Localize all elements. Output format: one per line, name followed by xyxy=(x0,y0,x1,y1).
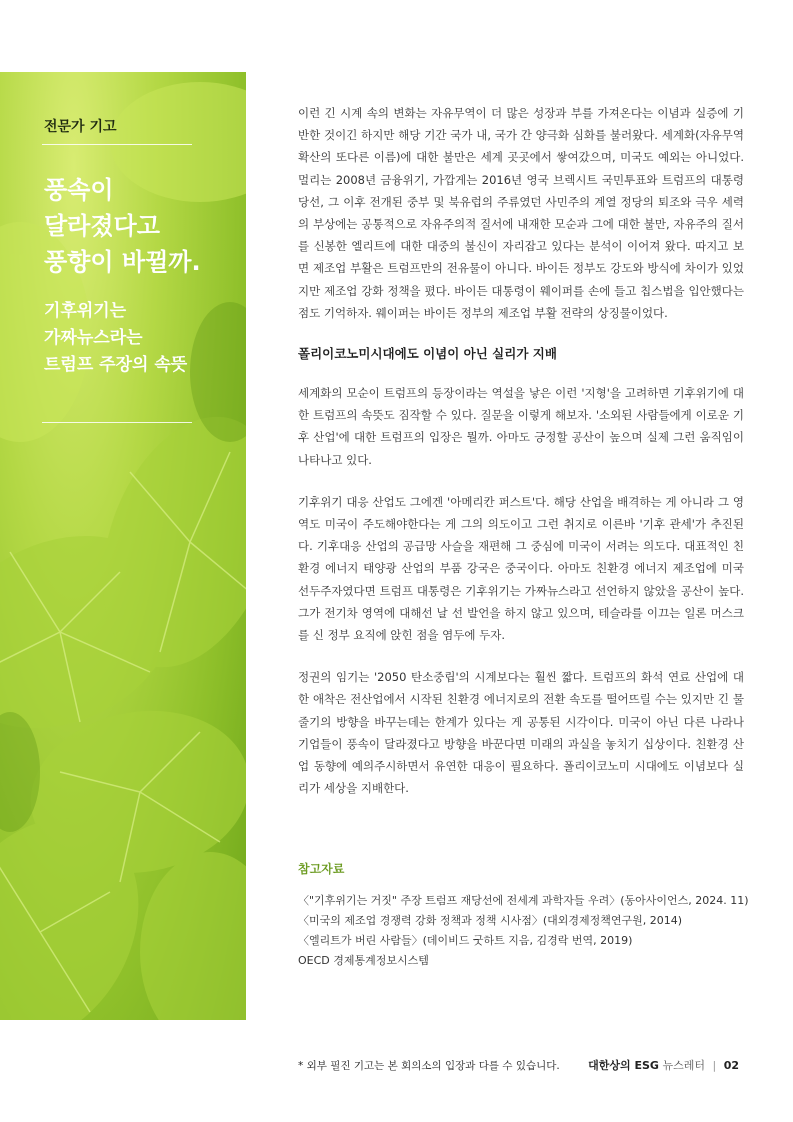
subheadline-divider xyxy=(42,422,192,423)
subheadline-line: 가짜뉴스라는 xyxy=(44,328,143,348)
subheadline xyxy=(44,298,244,379)
kicker-divider xyxy=(42,144,192,145)
brand-name: 대한상의 ESG xyxy=(588,1059,659,1072)
column-kicker: 전문가 기고 xyxy=(44,119,117,135)
reference-item: OECD 경제통계정보시스템 xyxy=(298,954,429,967)
headline-line: 달라졌다고 xyxy=(44,212,160,240)
subheadline-line: 기후위기는 xyxy=(44,301,127,321)
article-paragraph: 이런 긴 시계 속의 변화는 자유무역이 더 많은 성장과 부를 가져온다는 이념과 실증에 기반한 것이긴 하지만 해당 기간 국가 내, 국가 간 양극화 심화를 불러왔다. 세계화(자유무역 확산의 또다른 이름)에 대한 불만은 세계 곳곳에서 쌓여갔으며, 미국도 예외는 아니었다. 멀리는 2008년 금융위기, 가깝게는 2016년 영국 브렉시트 국민투표와 트럼프의 대통령 당선, 그 이후 전개된 중부 및 북유럽의 주류였던 사민주의 계열 정당의 퇴조와 극우 세력의 부상에는 공통적으로 자유주의적 질서에 내재한 모순과 그에 대한 불만, 자유주의 질서를 신봉한 엘리트에 대한 대중의 불신이 자리잡고 있다는 분석이 이어져 왔다. 따지고 보면 제조업 부활은 트럼프만의 전유물이 아니다. 바이든 정부도 강도와 방식에 차이가 있었지만 제조업 강화 정책을 폈다. 바이든 대통령이 웨이퍼를 손에 들고 칩스법을 입안했다는 점도 기억하자. 웨이퍼는 바이든 정부의 제조업 부활 전략의 상징물이었다. xyxy=(298,106,744,320)
references-heading: 참고자료 xyxy=(298,862,345,876)
newsletter-brand xyxy=(588,1057,739,1073)
article-paragraph: 세계화의 모순이 트럼프의 등장이라는 역설을 낳은 이런 '지형'을 고려하면 기후위기에 대한 트럼프의 속뜻도 짐작할 수 있다. 질문을 이렇게 해보자. '소외된 사람들에게 이로운 기후 산업'에 대한 트럼프의 입장은 뭘까. 아마도 긍정할 공산이 높으며 실제 그런 움직임이 나타나고 있다. xyxy=(298,386,744,467)
reference-item: 〈"기후위기는 거짓" 주장 트럼프 재당선에 전세계 과학자들 우려〉(동아사이언스, 2024. 11) xyxy=(298,894,749,907)
headline xyxy=(44,172,244,280)
brand-separator: | xyxy=(712,1059,717,1072)
brand-label: 뉴스레터 xyxy=(662,1059,705,1072)
subheadline-line: 트럼프 주장의 속뜻 xyxy=(44,355,188,375)
reference-item: 〈엘리트가 버린 사람들〉(데이비드 굿하트 지음, 김경락 번역, 2019) xyxy=(298,934,633,947)
section-heading: 폴리이코노미시대에도 이념이 아닌 실리가 지배 xyxy=(298,346,557,362)
headline-line: 풍향이 바뀔까. xyxy=(44,248,201,276)
headline-line: 풍속이 xyxy=(44,176,114,204)
article-body xyxy=(298,102,744,819)
references-section xyxy=(298,860,758,971)
article-paragraph: 기후위기 대응 산업도 그에겐 '아메리칸 퍼스트'다. 해당 산업을 배격하는 게 아니라 그 영역도 미국이 주도해야한다는 게 그의 의도이고 그런 취지로 이른바 '기후 관세'가 추진된다. 기후대응 산업의 공급망 사슬을 재편해 그 중심에 미국이 서려는 의도다. 대표적인 친환경 에너지 태양광 산업의 부품 강국은 중국이다. 아마도 친환경 에너지 제조업에 미국 선두주자였다면 트럼프 대통령은 기후위기는 가짜뉴스라고 선언하지 않았을 공산이 높다. 그가 전기차 영역에 대해선 날 선 발언을 하지 않고 있으며, 테슬라를 이끄는 일론 머스크를 신 정부 요직에 앉힌 점을 염두에 두자. xyxy=(298,494,744,643)
page-number: 02 xyxy=(723,1059,739,1072)
article-paragraph: 정권의 임기는 '2050 탄소중립'의 시계보다는 훨씬 짧다. 트럼프의 화석 연료 산업에 대한 애착은 전산업에서 시작된 친환경 에너지로의 전환 속도를 떨어뜨릴 수는 있지만 긴 물줄기의 방향을 바꾸는데는 한계가 있다는 게 공통된 시각이다. 미국이 아닌 다른 나라나 기업들이 풍속이 달라졌다고 방향을 바꾼다면 미래의 과실을 놓치기 십상이다. 친환경 산업 동향에 예의주시하면서 유연한 대응이 필요하다. 폴리이코노미 시대에도 이념보다 실리가 세상을 지배한다. xyxy=(298,670,744,796)
reference-item: 〈미국의 제조업 경쟁력 강화 정책과 정책 시사점〉(대외경제정책연구원, 2014) xyxy=(298,914,683,927)
disclaimer-note: * 외부 필진 기고는 본 회의소의 입장과 다를 수 있습니다. xyxy=(298,1060,560,1072)
sidebar-panel xyxy=(0,72,246,1020)
